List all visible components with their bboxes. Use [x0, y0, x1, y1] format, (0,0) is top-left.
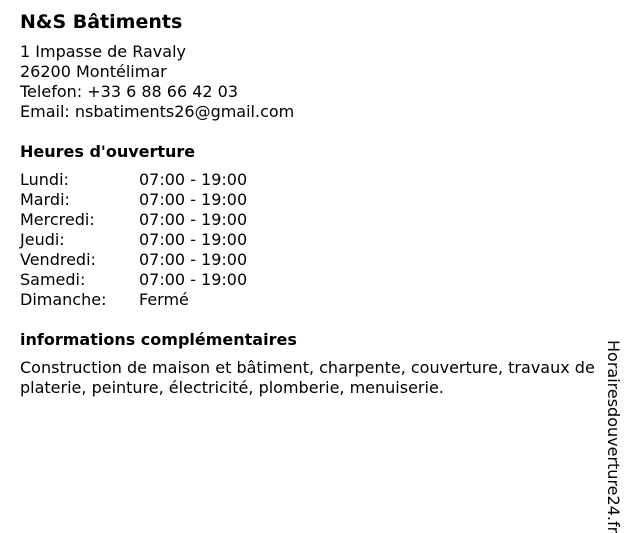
phone-number: Telefon: +33 6 88 66 42 03 — [20, 82, 239, 101]
hours-row-friday — [20, 250, 616, 270]
opening-hours-table — [20, 170, 616, 310]
time-range: 07:00 - 19:00 — [139, 210, 248, 229]
address-line-2: 26200 Montélimar — [20, 62, 167, 81]
day-label: Vendredi: — [20, 250, 96, 269]
time-range: 07:00 - 19:00 — [139, 230, 248, 249]
day-label: Samedi: — [20, 270, 86, 289]
additional-info-heading: informations complémentaires — [20, 330, 297, 349]
day-label: Dimanche: — [20, 290, 107, 309]
business-name: N&S Bâtiments — [20, 11, 183, 33]
time-range: 07:00 - 19:00 — [139, 270, 248, 289]
address-line-1: 1 Impasse de Ravaly — [20, 42, 186, 61]
time-range: 07:00 - 19:00 — [139, 250, 248, 269]
hours-row-tuesday — [20, 190, 616, 210]
hours-row-sunday — [20, 290, 616, 310]
day-label: Mardi: — [20, 190, 70, 209]
hours-row-saturday — [20, 270, 616, 290]
hours-row-thursday — [20, 230, 616, 250]
day-label: Mercredi: — [20, 210, 95, 229]
day-label: Lundi: — [20, 170, 69, 189]
time-range: Fermé — [139, 290, 189, 309]
additional-info-text: Construction de maison et bâtiment, charpente, couverture, travaux de platerie, peinture, électricité, plomberie, menuiserie. — [20, 358, 595, 397]
time-range: 07:00 - 19:00 — [139, 190, 248, 209]
email-address: Email: nsbatiments26@gmail.com — [20, 102, 295, 121]
day-label: Jeudi: — [20, 230, 65, 249]
site-watermark: Horairesdouverture24.fr — [604, 340, 623, 533]
business-card — [20, 10, 616, 398]
hours-row-wednesday — [20, 210, 616, 230]
hours-row-monday — [20, 170, 616, 190]
opening-hours-heading: Heures d'ouverture — [20, 142, 196, 161]
time-range: 07:00 - 19:00 — [139, 170, 248, 189]
